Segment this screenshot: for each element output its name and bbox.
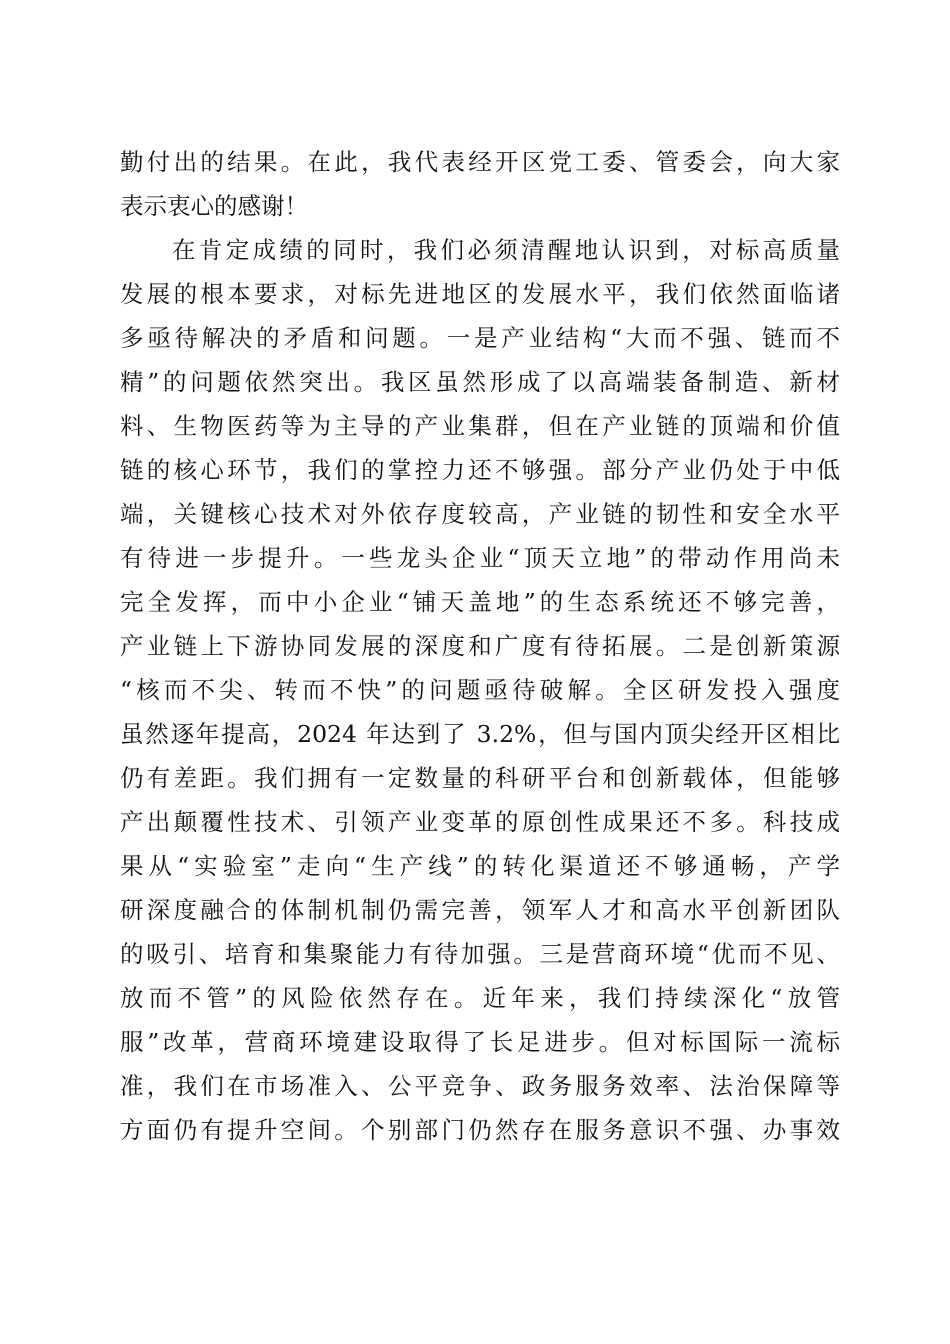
text-line: “核而不尖、转而不快”的问题亟待破解。全区研发投入强度 <box>120 676 840 704</box>
text-line: 料、生物医药等为主导的产业集群，但在产业链的顶端和价值 <box>120 412 840 440</box>
text-line: 产出颠覆性技术、引领产业变革的原创性成果还不多。科技成 <box>120 808 840 836</box>
text-line: 链的核心环节，我们的掌控力还不够强。部分产业仍处于中低 <box>120 456 840 484</box>
text-line: 研深度融合的体制机制仍需完善，领军人才和高水平创新团队 <box>120 896 840 924</box>
text-line: 果从“实验室”走向“生产线”的转化渠道还不够通畅，产学 <box>120 852 840 880</box>
paragraph-first-line: 在肯定成绩的同时，我们必须清醒地认识到，对标高质量 <box>172 236 840 264</box>
text-line: 发展的根本要求，对标先进地区的发展水平，我们依然面临诸 <box>120 280 840 308</box>
text-line: 的吸引、培育和集聚能力有待加强。三是营商环境“优而不见、 <box>120 940 840 968</box>
text-line: 表示衷心的感谢！ <box>120 192 308 220</box>
text-line: 勤付出的结果。在此，我代表经开区党工委、管委会，向大家 <box>120 148 840 176</box>
text-line: 准，我们在市场准入、公平竞争、政务服务效率、法治保障等 <box>120 1072 840 1100</box>
text-line: 方面仍有提升空间。个别部门仍然存在服务意识不强、办事效 <box>120 1116 840 1144</box>
text-line: 虽然逐年提高，2024 年达到了 3.2%，但与国内顶尖经开区相比 <box>120 720 840 748</box>
text-line: 仍有差距。我们拥有一定数量的科研平台和创新载体，但能够 <box>120 764 840 792</box>
text-line: 放而不管”的风险依然存在。近年来，我们持续深化“放管 <box>120 984 840 1012</box>
body-text <box>120 140 840 1152</box>
text-line: 完全发挥，而中小企业“铺天盖地”的生态系统还不够完善， <box>120 588 840 616</box>
text-line: 精”的问题依然突出。我区虽然形成了以高端装备制造、新材 <box>120 368 840 396</box>
text-line: 有待进一步提升。一些龙头企业“顶天立地”的带动作用尚未 <box>120 544 840 572</box>
text-line: 端，关键核心技术对外依存度较高，产业链的韧性和安全水平 <box>120 500 840 528</box>
text-line: 产业链上下游协同发展的深度和广度有待拓展。二是创新策源 <box>120 632 840 660</box>
text-line: 服”改革，营商环境建设取得了长足进步。但对标国际一流标 <box>120 1028 840 1056</box>
text-line: 多亟待解决的矛盾和问题。一是产业结构“大而不强、链而不 <box>120 324 840 352</box>
